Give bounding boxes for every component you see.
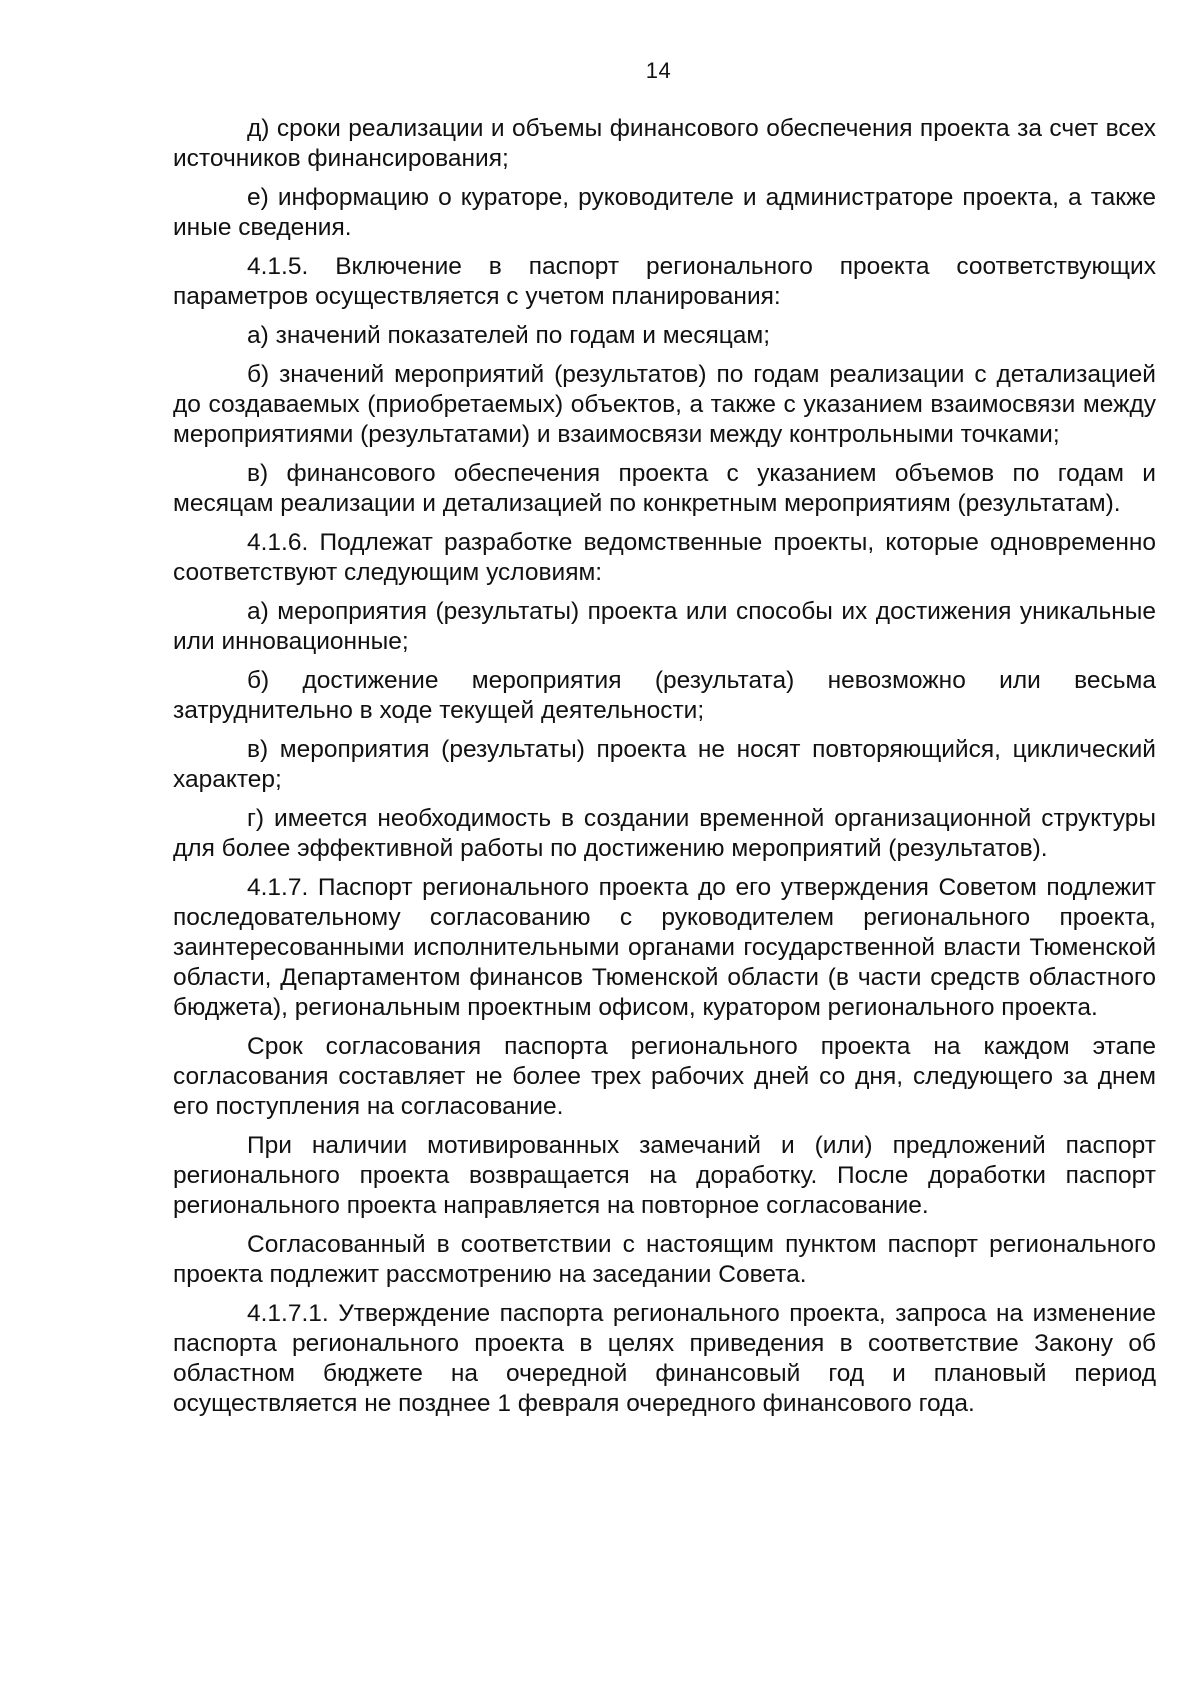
paragraph-4-1-7-1: 4.1.7.1. Утверждение паспорта регионального проекта, запроса на изменение паспорта регионального проекта в целях приведения в соответствие Закону об областном бюджете на очередной финансовый год и плановый период осуществляется не позднее 1 февраля очередного финансового года. — [173, 1300, 1156, 1417]
paragraph-v-non-repeating: в) мероприятия (результаты) проекта не носят повторяющийся, циклический характер; — [173, 736, 1156, 793]
document-body — [173, 114, 1156, 1428]
page-number: 14 — [645, 58, 672, 83]
paragraph-d-funding-terms: д) сроки реализации и объемы финансового обеспечения проекта за счет всех источников финансирования; — [173, 115, 1156, 172]
paragraph-a-indicators: а) значений показателей по годам и месяцам; — [247, 322, 771, 349]
paragraph-b-activities: б) значений мероприятий (результатов) по годам реализации с детализацией до создаваемых (приобретаемых) объектов, а также с указанием взаимосвязи между мероприятиями (результатами) и взаимосвязи между контрольными точками; — [173, 361, 1156, 448]
paragraph-remarks: При наличии мотивированных замечаний и (или) предложений паспорт регионального проекта возвращается на доработку. После доработки паспорт регионального проекта направляется на повторное согласование. — [173, 1132, 1156, 1219]
paragraph-4-1-5: 4.1.5. Включение в паспорт регионального проекта соответствующих параметров осуществляется с учетом планирования: — [173, 253, 1156, 310]
paragraph-agreed-passport: Согласованный в соответствии с настоящим пунктом паспорт регионального проекта подлежит рассмотрению на заседании Совета. — [173, 1231, 1156, 1288]
paragraph-approval-term: Срок согласования паспорта регионального проекта на каждом этапе согласования составляет не более трех рабочих дней со дня, следующего за днем его поступления на согласование. — [173, 1033, 1156, 1120]
paragraph-b-achievement: б) достижение мероприятия (результата) невозможно или весьма затруднительно в ходе текущей деятельности; — [173, 667, 1156, 724]
paragraph-v-financing: в) финансового обеспечения проекта с указанием объемов по годам и месяцам реализации и детализацией по конкретным мероприятиям (результатам). — [173, 460, 1156, 517]
paragraph-e-curator-info: е) информацию о кураторе, руководителе и администраторе проекта, а также иные сведения. — [173, 184, 1156, 241]
paragraph-4-1-6: 4.1.6. Подлежат разработке ведомственные проекты, которые одновременно соответствуют следующим условиям: — [173, 529, 1156, 586]
paragraph-g-temporary-structure: г) имеется необходимость в создании временной организационной структуры для более эффективной работы по достижению мероприятий (результатов). — [173, 805, 1156, 862]
paragraph-a-unique: а) мероприятия (результаты) проекта или способы их достижения уникальные или инновационные; — [173, 598, 1156, 655]
paragraph-4-1-7: 4.1.7. Паспорт регионального проекта до его утверждения Советом подлежит последовательному согласованию с руководителем регионального проекта, заинтересованными исполнительными органами государственной власти Тюменской области, Департаментом финансов Тюменской области (в части средств областного бюджета), региональным проектным офисом, куратором регионального проекта. — [173, 874, 1156, 1021]
